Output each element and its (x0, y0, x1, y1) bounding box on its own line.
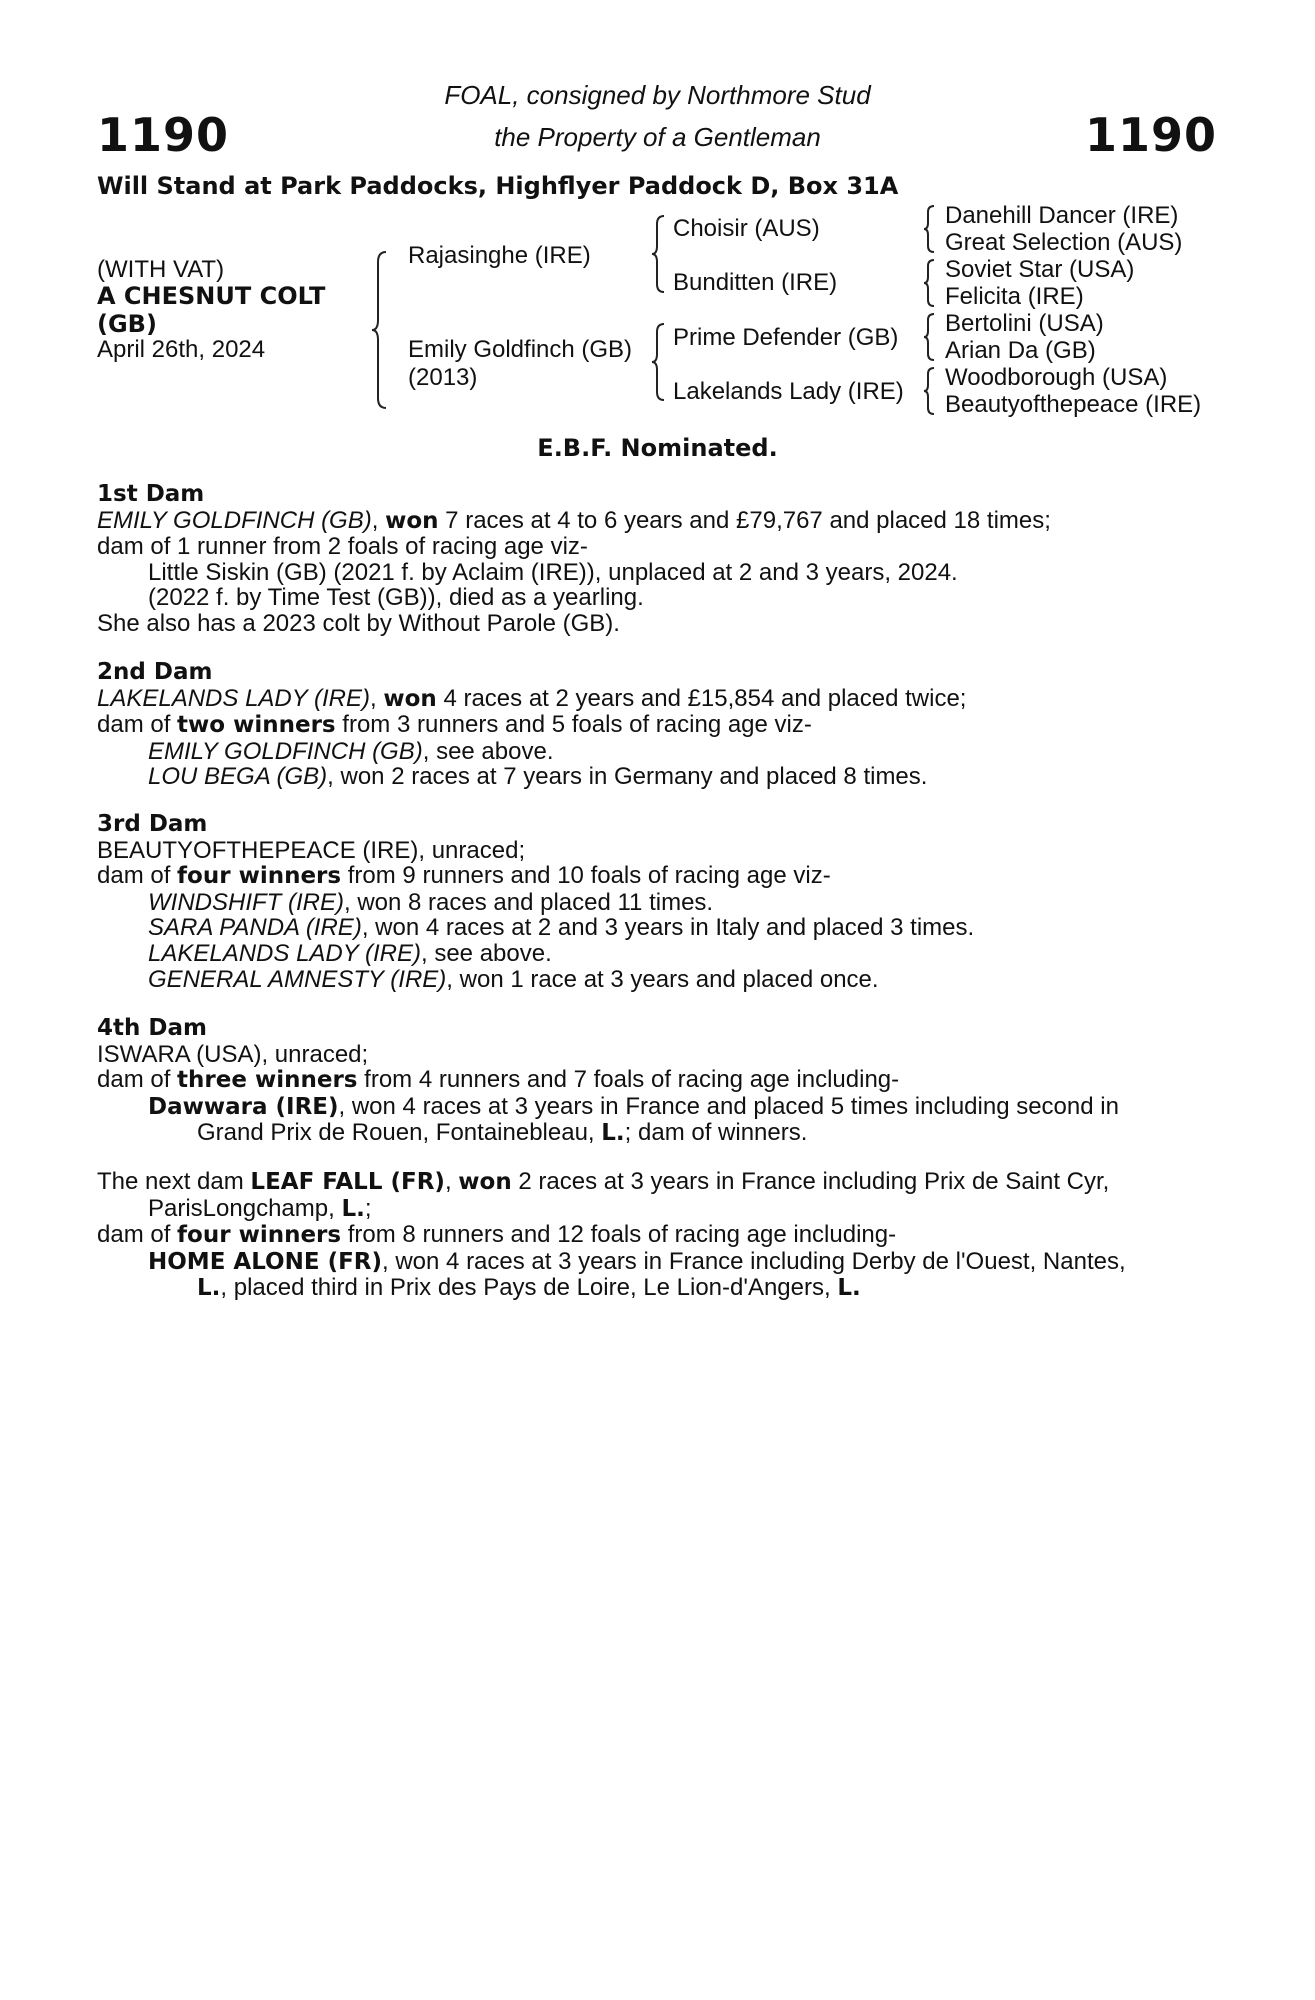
next-dam-record-continued: ParisLongchamp, L.; (148, 1194, 372, 1222)
produce-item: EMILY GOLDFINCH (GB), see above. (148, 737, 554, 765)
grand-6: Arian Da (GB) (945, 337, 1096, 364)
produce-item: SARA PANDA (IRE), won 4 races at 2 and 3 years in Italy and placed 3 times. (148, 914, 975, 942)
first-dam-record: EMILY GOLDFINCH (GB), won 7 races at 4 to 6 years and £79,767 and placed 18 times; (97, 506, 1051, 534)
sire-sire: Choisir (AUS) (673, 215, 820, 242)
second-dam-heading: 2nd Dam (97, 659, 213, 685)
fourth-dam-record: ISWARA (USA), unraced; (97, 1040, 369, 1068)
first-dam-produce: dam of 1 runner from 2 foals of racing age viz- (97, 533, 588, 561)
pedigree-bracket-g4 (922, 366, 936, 416)
consignor-line: FOAL, consigned by Northmore Stud (444, 80, 871, 110)
pedigree-bracket-g1 (922, 204, 936, 254)
produce-item: LOU BEGA (GB), won 2 races at 7 years in Germany and placed 8 times. (148, 763, 928, 791)
dam: Emily Goldfinch (GB) (408, 336, 633, 363)
fourth-dam-heading: 4th Dam (97, 1015, 207, 1041)
grand-1: Danehill Dancer (IRE) (945, 202, 1179, 229)
dam-name: EMILY GOLDFINCH (GB) (97, 506, 372, 534)
produce-item: Dawwara (IRE), won 4 races at 3 years in France and placed 5 times including second in (148, 1092, 1119, 1120)
grand-2: Great Selection (AUS) (945, 229, 1183, 256)
third-dam-record: BEAUTYOFTHEPEACE (IRE), unraced; (97, 836, 526, 864)
foaling-date: April 26th, 2024 (97, 336, 266, 363)
sire-dam: Bunditten (IRE) (673, 269, 838, 296)
next-dam-record: The next dam LEAF FALL (FR), won 2 races at 3 years in France including Prix de Saint Cyr, (97, 1168, 1110, 1195)
vat-note: (WITH VAT) (97, 256, 225, 283)
grand-7: Woodborough (USA) (945, 364, 1168, 391)
horse-origin: (GB) (97, 310, 157, 338)
property-line: the Property of a Gentleman (494, 122, 821, 152)
second-dam-produce: dam of two winners from 3 runners and 5 foals of racing age viz- (97, 711, 812, 739)
produce-item-continued: Grand Prix de Rouen, Fontainebleau, L.; dam of winners. (197, 1119, 808, 1147)
grand-4: Felicita (IRE) (945, 283, 1084, 310)
grand-3: Soviet Star (USA) (945, 256, 1135, 283)
third-dam-produce: dam of four winners from 9 runners and 10 foals of racing age viz- (97, 862, 831, 890)
first-dam-section (97, 482, 1237, 637)
produce-item-continued: L., placed third in Prix des Pays de Loire, Le Lion-d'Angers, L. (197, 1274, 861, 1302)
second-dam-record: LAKELANDS LADY (IRE), won 4 races at 2 years and £15,854 and placed twice; (97, 684, 967, 712)
ebf-nominated: E.B.F. Nominated. (537, 434, 778, 462)
pedigree-bracket-dam (650, 322, 668, 402)
next-dam-produce: dam of four winners from 8 runners and 12 foals of racing age including- (97, 1221, 897, 1249)
produce-item: GENERAL AMNESTY (IRE), won 1 race at 3 years and placed once. (148, 965, 879, 993)
third-dam-heading: 3rd Dam (97, 811, 208, 837)
lot-number-right: 1190 (1085, 108, 1218, 162)
pedigree-bracket-g3 (922, 312, 936, 362)
sire: Rajasinghe (IRE) (408, 242, 591, 269)
fourth-dam-section (97, 1016, 1237, 1147)
produce-item: Little Siskin (GB) (2021 f. by Aclaim (IRE)), unplaced at 2 and 3 years, 2024. (148, 558, 958, 586)
pedigree-bracket-gen1 (370, 250, 390, 410)
produce-item: (2022 f. by Time Test (GB)), died as a yearling. (148, 584, 644, 612)
lot-number-left: 1190 (97, 108, 230, 162)
produce-item: HOME ALONE (FR), won 4 races at 3 years in France including Derby de l'Ouest, Nantes, (148, 1247, 1126, 1275)
dam-sire: Prime Defender (GB) (673, 324, 899, 351)
produce-item: WINDSHIFT (IRE), won 8 races and placed 11 times. (148, 888, 714, 916)
first-dam-note: She also has a 2023 colt by Without Parole (GB). (97, 609, 620, 637)
produce-item: LAKELANDS LADY (IRE), see above. (148, 939, 552, 967)
fourth-dam-produce: dam of three winners from 4 runners and 7 foals of racing age including- (97, 1066, 900, 1094)
second-dam-section (97, 660, 1237, 790)
next-dam-section (97, 1169, 1237, 1302)
grand-8: Beautyofthepeace (IRE) (945, 391, 1202, 418)
horse-name: A CHESNUT COLT (97, 282, 326, 310)
grand-5: Bertolini (USA) (945, 310, 1104, 337)
dam-dam: Lakelands Lady (IRE) (673, 378, 904, 405)
stand-location: Will Stand at Park Paddocks, Highflyer Paddock D, Box 31A (97, 172, 899, 200)
dam-year: (2013) (408, 364, 478, 391)
pedigree-bracket-g2 (922, 258, 936, 308)
pedigree-bracket-sire (650, 214, 668, 294)
first-dam-heading: 1st Dam (97, 481, 205, 507)
third-dam-section (97, 812, 1237, 992)
